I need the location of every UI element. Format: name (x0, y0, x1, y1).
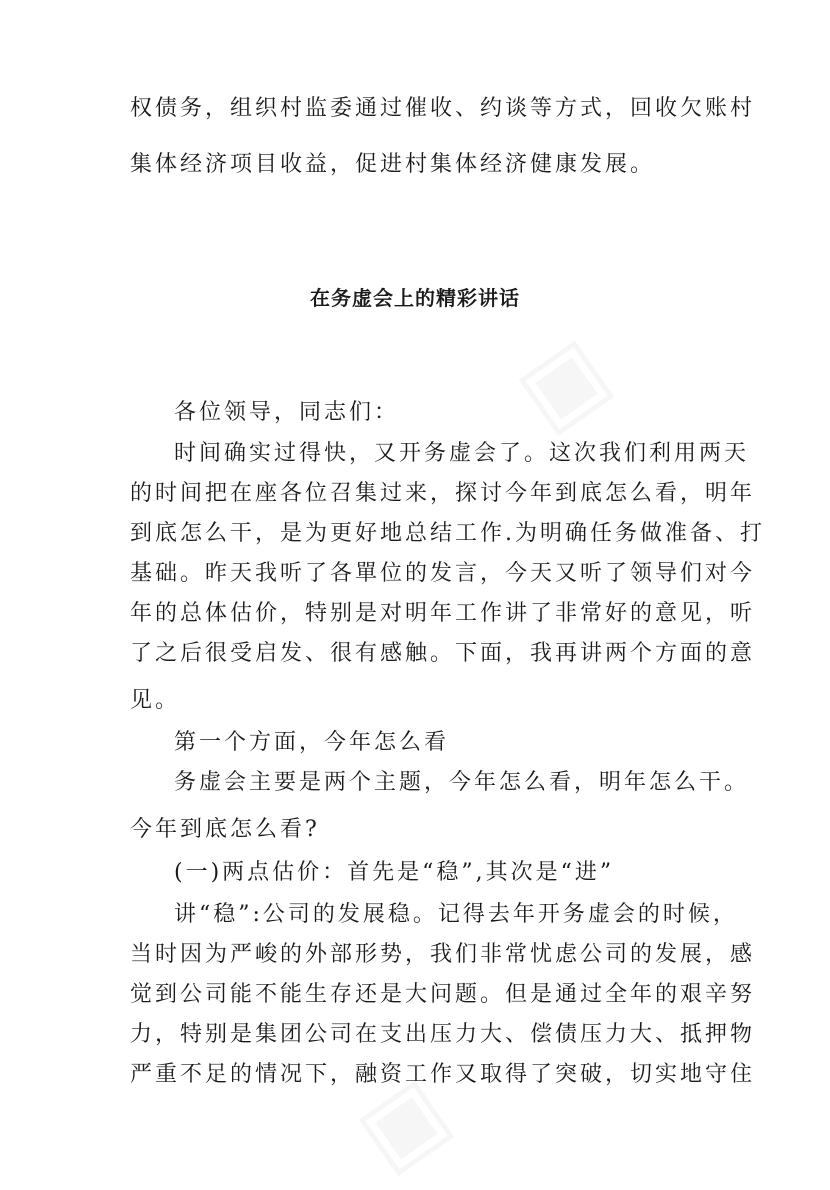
paragraph-line: 严重不足的情况下，融资工作又取得了突破，切实地守住 (130, 1062, 756, 1087)
paragraph-line: 权债务，组织村监委通过催收、约谈等方式，回收欠账村 (130, 96, 756, 121)
paragraph-line: 讲“稳”:公司的发展稳。记得去年开务虚会的时候， (174, 902, 738, 927)
paragraph-line: 力，特别是集团公司在支出压力大、偿债压力大、抵押物 (130, 1022, 756, 1047)
paragraph-line: 务虚会主要是两个主题，今年怎么看，明年怎么干。 (174, 770, 750, 795)
paragraph-line: 基础。昨天我听了各單位的发言，今天又听了领导们对今 (130, 561, 756, 586)
paragraph-line: 年的总体估价，特别是对明年工作讲了非常好的意见，听 (130, 601, 756, 626)
paragraph-line: 觉到公司能不能生存还是大问题。但是通过全年的艰辛努 (130, 982, 756, 1007)
paragraph-line: 集体经济项目收益，促进村集体经济健康发展。 (130, 152, 656, 177)
paragraph-line: 到底怎么干，是为更好地总结工作.为明确任务做准备、打 (130, 521, 765, 546)
speech-title: 在务虚会上的精彩讲话 (310, 286, 520, 310)
subsection-heading: (一)两点估价：首先是“稳”,其次是“进” (174, 860, 615, 885)
section-heading: 第一个方面，今年怎么看 (174, 730, 450, 755)
paragraph-line: 见。 (130, 688, 181, 713)
paragraph-line: 今年到底怎么看? (130, 817, 320, 842)
salutation: 各位领导，同志们： (174, 400, 400, 425)
watermark-logo (498, 315, 628, 450)
paragraph-line: 了之后很受启发、很有感触。下面，我再讲两个方面的意 (130, 641, 756, 666)
paragraph-line: 时间确实过得快，又开务虚会了。这次我们利用两天 (174, 441, 750, 466)
paragraph-line: 当时因为严峻的外部形势，我们非常忧虑公司的发展，感 (130, 942, 756, 967)
paragraph-line: 的时间把在座各位召集过来，探讨今年到底怎么看，明年 (130, 481, 756, 506)
